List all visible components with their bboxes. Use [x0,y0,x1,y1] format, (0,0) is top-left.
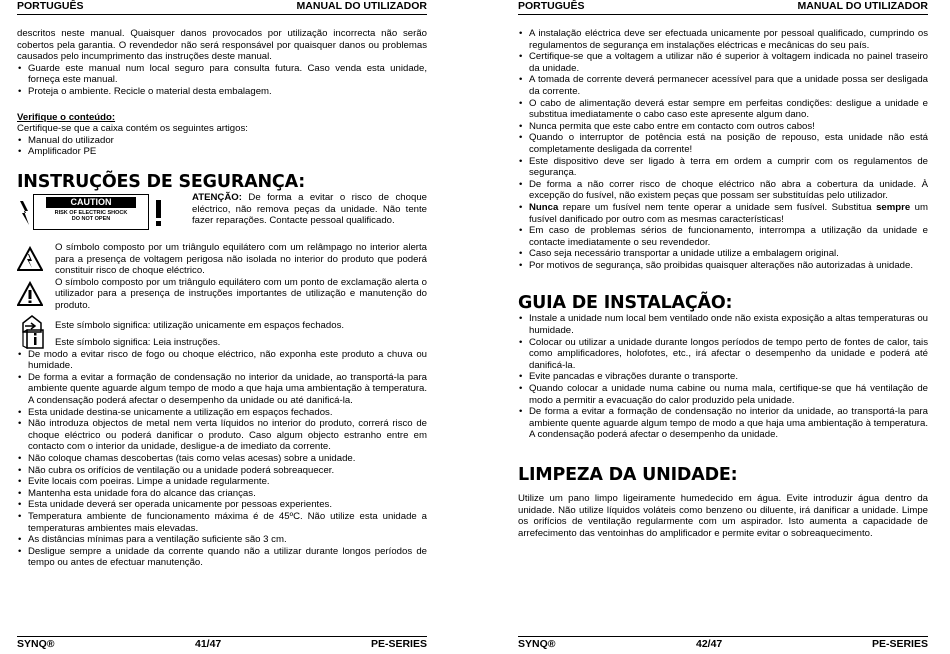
left-body [17,28,427,569]
caution-title: CAUTION [46,197,136,208]
triangle-exclamation-icon [17,281,43,307]
right-body [518,28,928,539]
header-language: PORTUGUÊS [17,0,84,12]
footer-page-number: 42/47 [696,638,723,650]
lightning-bolt-icon [17,200,33,226]
bolt-symbol-row [17,242,427,277]
list-item: • Não coloque chamas descobertas (tais como velas acesas) sobre a unidade. [17,453,427,465]
list-item: • De forma a evitar a formação de condensação no interior da unidade, ao transportá-la para ambiente quente aguarde algum tempo de modo a que haja uma ambientação à temperatura. A condensação poderá afectar o desempenho da unidade ou até danificá-la. [17,372,427,407]
verify-list [17,135,427,158]
footer-brand: SYNQ® [518,638,556,650]
install-list [518,313,928,441]
list-item: • Evite locais com poeiras. Limpe a unidade regularmente. [17,476,427,488]
list-item: • De forma a não correr risco de choque eléctrico não abra a cobertura da unidade. À excepção do fusível, não existem peças que possam ser substituídas pelo utilizador. [518,179,928,202]
fuse-text-2: um fusível danificado por outro com as mesmas características! [529,201,928,225]
list-item: • Instale a unidade num local bem ventilado onde não exista exposição a altas temperaturas ou humidade. [518,313,928,336]
footer-page-number: 41/47 [195,638,222,650]
attention-text [192,192,427,227]
bullet-list-intro [17,63,427,98]
info-symbol-row [17,337,427,349]
list-item: • Por motivos de segurança, são proibidas quaisquer alterações não autorizadas à unidade. [518,260,928,272]
list-item: • Amplificador PE [17,146,427,158]
list-item: • O cabo de alimentação deverá estar sempre em perfeitas condições: desligue a unidade e substitua imediatamente o cabo caso este apresente algum dano. [518,98,928,121]
page-header [17,1,427,15]
page-footer [518,636,928,652]
list-item-fuse [518,202,928,225]
list-item: • Proteja o ambiente. Recicle o material desta embalagem. [17,86,427,98]
triangle-bolt-icon [17,246,43,272]
list-item: • Evite pancadas e vibrações durante o transporte. [518,371,928,383]
list-item: • De modo a evitar risco de fogo ou choque eléctrico, não exponha este produto a chuva ou humidade. [17,349,427,372]
safety-list-continued [518,28,928,271]
list-item: • Esta unidade deverá ser operada unicamente por pessoas experientes. [17,499,427,511]
attention-body: De forma a evitar o risco de choque eléctrico, não remova peças da unidade. Não tente fazer reparações. Contacte pessoal qualificado. [192,191,427,227]
page-header [518,1,928,15]
cleaning-text: Utilize um pano limpo ligeiramente humedecido em água. Evite introduzir água dentro da unidade. Não utilize líquidos voláteis como benzeno ou diluente, irá danificar a unidade. Limpe os orifícios de ventilação regularmente com um aspirador. Isto aumenta a capacidade de arrefecimento das ventoinhas do amplificador e permite evitar o sobreaquecimento. [518,493,928,539]
list-item: • Nunca permita que este cabo entre em contacto com outros cabos! [518,121,928,133]
install-heading: GUIA DE INSTALAÇÃO: [518,293,733,314]
safety-heading: INSTRUÇÕES DE SEGURANÇA: [17,171,306,192]
intro-paragraph: descritos neste manual. Quaisquer danos provocados por utilização incorrecta não serão cobertos pela garantia. O revendedor não será responsável por quaisquer danos ou problemas causados pelo incumprimento das instruções deste manual. [17,28,427,63]
list-item: • Desligue sempre a unidade da corrente quando não a utilizar durante longos períodos de tempo ou antes de efectuar manutenção. [17,546,427,569]
list-item: • Colocar ou utilizar a unidade durante longos períodos de tempo perto de fontes de calor, tais como amplificadores, holofotes, etc., irá afectar o desempenho da unidade e poderá até danificá-la. [518,337,928,372]
verify-text: Certifique-se que a caixa contém os seguintes artigos: [17,123,248,135]
safety-list [17,349,427,569]
list-item: • Caso seja necessário transportar a unidade utilize a embalagem original. [518,248,928,260]
list-item: • Certifique-se que a voltagem a utilizar não é superior à voltagem indicada no painel traseiro da unidade. [518,51,928,74]
exclamation-symbol-row [17,277,427,312]
header-language: PORTUGUÊS [518,0,585,12]
header-title: MANUAL DO UTILIZADOR [797,0,928,12]
info-symbol-text: Este símbolo significa: Leia instruções. [55,337,221,349]
list-item: • Manual do utilizador [17,135,427,147]
footer-brand: SYNQ® [17,638,55,650]
fuse-text-1: repare um fusível nem tente operar a unidade sem fusível. Substitua [558,201,877,213]
read-instructions-icon [21,329,45,349]
cleaning-heading: LIMPEZA DA UNIDADE: [518,465,738,485]
page-footer [17,636,427,652]
list-item: • Quando colocar a unidade numa cabine ou numa mala, certifique-se que há ventilação de modo a permitir a evacuação do calor produzido pela unidade. [518,383,928,406]
list-item: • A tomada de corrente deverá permanecer acessível para que a unidade possa ser desligada da corrente. [518,74,928,97]
attention-label: ATENÇÃO: [192,191,242,203]
footer-series: PE-SERIES [370,638,427,650]
emphasis-sempre: sempre [876,201,911,213]
emphasis-nunca: Nunca [529,201,559,213]
exclamation-symbol-text: O símbolo composto por um triângulo equilátero com um ponto de exclamação alerta o utilizador para a presença de instruções importantes de utilização e manutenção do produto. [55,276,427,311]
list-item: • A instalação eléctrica deve ser efectuada unicamente por pessoal qualificado, cumprindo os regulamentos de segurança em instalações eléctricas e mecânicas do seu país. [518,28,928,51]
exclamation-icon [151,198,167,228]
left-page [17,0,427,654]
caution-line1: RISK OF ELECTRIC SHOCK [54,209,128,216]
caution-line2: DO NOT OPEN [71,216,111,223]
list-item: • Não cubra os orifícios de ventilação ou a unidade poderá sobreaquecer. [17,465,427,477]
right-page [518,0,928,654]
list-item: • De forma a evitar a formação de condensação no interior da unidade, ao transportá-la para ambiente quente aguarde algum tempo de modo a que haja uma ambientação à temperatura. A condensação poderá afectar o desempenho da unidade. [518,406,928,441]
list-item: • Temperatura ambiente de funcionamento máxima é de 45ºC. Não utilize esta unidade a temperaturas ambientes mais elevadas. [17,511,427,534]
list-item: • Esta unidade destina-se unicamente a utilização em espaços fechados. [17,407,427,419]
caution-block [17,192,427,236]
header-title: MANUAL DO UTILIZADOR [296,0,427,12]
list-item: • Guarde este manual num local seguro para consulta futura. Caso venda esta unidade, forneça este manual. [17,63,427,86]
list-item: • Não introduza objectos de metal nem verta líquidos no interior do produto, correrá risco de choque eléctrico ou poderá danificar o produto. Caso algum objecto estranho entre em contacto com o interior da unidade, desligue-a de imediato da corrente. [17,418,427,453]
list-item: • Este dispositivo deve ser ligado à terra em ordem a cumprir com os regulamentos de segurança. [518,156,928,179]
list-item: • Em caso de problemas sérios de funcionamento, interrompa a utilização da unidade e contacte imediatamente o seu revendedor. [518,225,928,248]
verify-heading: Verifique o conteúdo: [17,111,116,123]
list-item: • As distâncias mínimas para a ventilação suficiente são 3 cm. [17,534,427,546]
list-item: • Quando o interruptor de potência está na posição de repouso, esta unidade não está completamente desligada da corrente! [518,132,928,155]
caution-label [33,194,149,230]
bolt-symbol-text: O símbolo composto por um triângulo equilátero com um relâmpago no interior alerta para a presença de voltagem perigosa não isolada no interior do produto que poderá constituir risco de choque eléctrico. [55,241,427,277]
footer-series: PE-SERIES [871,638,928,650]
indoor-symbol-row [17,320,427,332]
list-item: • Mantenha esta unidade fora do alcance das crianças. [17,488,427,500]
indoor-symbol-text: Este símbolo significa: utilização unicamente em espaços fechados. [55,319,345,331]
